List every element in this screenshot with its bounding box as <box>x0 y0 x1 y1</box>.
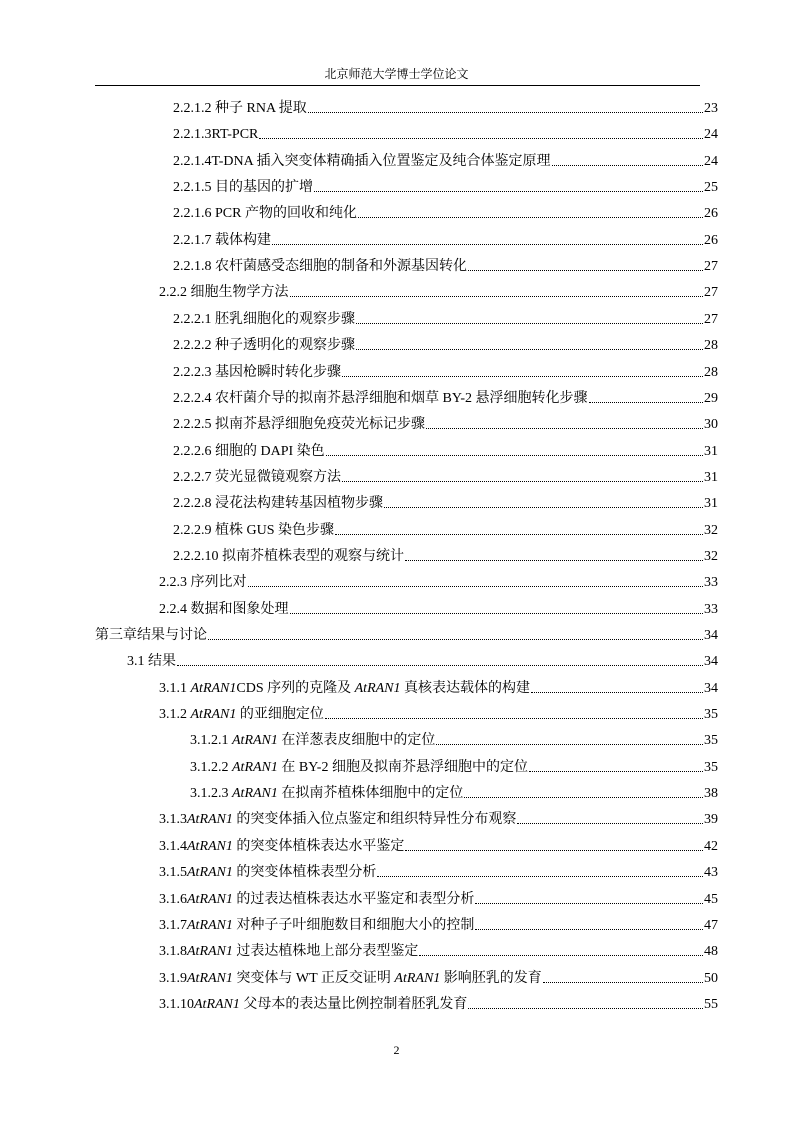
toc-text: 荧光显微镜观察方法 <box>211 469 341 485</box>
toc-entry-label <box>159 706 324 724</box>
dot-leader <box>342 376 703 377</box>
toc-entry[interactable] <box>190 783 718 803</box>
toc-text: 种子 RNA 提取 <box>211 101 307 116</box>
toc-entry[interactable] <box>159 889 718 909</box>
dot-leader <box>552 165 704 166</box>
toc-text: 3.1.9 <box>159 970 187 986</box>
toc-entry[interactable] <box>173 467 718 487</box>
toc-page-number: 24 <box>704 127 718 143</box>
toc-text: 父母本的表达量比例控制着胚乳发育 <box>239 996 468 1012</box>
toc-page-number: 35 <box>704 707 718 723</box>
toc-entry[interactable] <box>190 757 718 777</box>
toc-text: 浸花法构建转基因植物步骤 <box>211 496 383 512</box>
dot-leader <box>426 428 703 429</box>
toc-text: 3.1.2.2 <box>190 759 229 775</box>
toc-text: 3.1.4 <box>159 838 187 854</box>
gene-name: AtRAN1 <box>190 707 237 723</box>
toc-text: 2.2.1.7 <box>173 232 212 248</box>
toc-text: 2.2.1.2 <box>173 101 212 116</box>
toc-page-number: 26 <box>704 232 718 248</box>
toc-text: 2.2.3 <box>159 575 187 591</box>
dot-leader <box>308 112 703 113</box>
header-rule <box>95 85 700 86</box>
gene-name: AtRAN1 <box>187 944 233 960</box>
toc-entry-label <box>173 100 307 118</box>
toc-entry[interactable] <box>159 915 718 935</box>
toc-page-number: 43 <box>704 865 718 881</box>
toc-entry[interactable] <box>159 941 718 961</box>
toc-entry[interactable] <box>159 704 718 724</box>
toc-text: 第三章结果与讨论 <box>95 628 207 643</box>
toc-entry-label <box>173 443 325 461</box>
toc-text: 植株 GUS 染色步骤 <box>211 522 335 538</box>
toc-entry-label <box>173 495 383 513</box>
toc-page-number: 33 <box>704 601 718 617</box>
dot-leader <box>468 1008 703 1009</box>
toc-entry[interactable] <box>173 151 718 171</box>
toc-text: 2.2.2.6 <box>173 443 212 459</box>
dot-leader <box>405 560 703 561</box>
toc-text: 结果 <box>144 654 176 670</box>
toc-entry-label <box>159 891 474 909</box>
toc-page-number: 35 <box>704 759 718 775</box>
toc-entry[interactable] <box>159 572 718 592</box>
toc-page-number: 42 <box>704 838 718 854</box>
toc-text: 2.2.1.3 <box>173 127 212 143</box>
toc-entry[interactable] <box>159 282 718 302</box>
toc-entry-label <box>159 574 247 592</box>
toc-entry[interactable] <box>173 309 718 329</box>
toc-page-number: 38 <box>704 786 718 802</box>
toc-text: 突变体与 WT 正反交证明 <box>232 970 395 986</box>
toc-entry-label <box>173 548 404 566</box>
dot-leader <box>325 718 703 719</box>
toc-text: 2.2.2.1 <box>173 311 212 327</box>
toc-entry-label <box>159 864 376 882</box>
gene-name: AtRAN1 <box>187 812 233 828</box>
toc-text: 的亚细胞定位 <box>236 707 324 723</box>
dot-leader <box>377 876 703 877</box>
toc-entry[interactable] <box>173 388 718 408</box>
toc-text: CDS 序列的克隆及 <box>236 680 355 696</box>
toc-entry-label <box>190 759 528 777</box>
gene-name: AtRAN1 <box>194 996 240 1012</box>
toc-text: 2.2.1.8 <box>173 259 212 275</box>
toc-entry-label <box>159 943 418 961</box>
toc-page-number: 31 <box>704 443 718 459</box>
toc-page-number: 30 <box>704 417 718 433</box>
toc-text: 的过表达植株表达水平鉴定和表型分析 <box>232 891 475 907</box>
gene-name: AtRAN1 <box>187 970 233 986</box>
toc-page-number: 34 <box>704 628 718 643</box>
toc-text: 农杆菌介导的拟南芥悬浮细胞和烟草 BY-2 悬浮细胞转化步骤 <box>211 390 588 406</box>
toc-entry-label <box>173 337 355 355</box>
dot-leader <box>342 481 703 482</box>
toc-page-number: 31 <box>704 496 718 512</box>
toc-page-number: 24 <box>704 153 718 169</box>
toc-entry[interactable] <box>173 177 718 197</box>
toc-text: RT-PCR <box>211 127 259 143</box>
dot-leader <box>531 692 703 693</box>
toc-page-number: 28 <box>704 364 718 380</box>
dot-leader <box>517 823 703 824</box>
toc-page-number: 50 <box>704 970 718 986</box>
toc-text: 2.2.1.5 <box>173 180 212 196</box>
toc-entry-label <box>159 838 404 856</box>
dot-leader <box>475 929 703 930</box>
toc-page-number: 34 <box>704 680 718 696</box>
dot-leader <box>272 244 703 245</box>
dot-leader <box>384 507 703 508</box>
dot-leader <box>248 586 704 587</box>
gene-name: AtRAN1 <box>187 891 233 907</box>
toc-entry[interactable] <box>159 862 718 882</box>
gene-name: AtRAN1 <box>187 917 233 933</box>
toc-text: 2.2.2.8 <box>173 496 212 512</box>
dot-leader <box>543 982 703 983</box>
toc-page-number: 26 <box>704 206 718 222</box>
toc-text: 2.2.2.10 <box>173 548 219 564</box>
dot-leader <box>290 296 704 297</box>
toc-text: 3.1.6 <box>159 891 187 907</box>
gene-name: AtRAN1 <box>190 680 237 696</box>
toc-entry-label <box>190 785 463 803</box>
toc-text: 在拟南芥植株体细胞中的定位 <box>277 786 464 802</box>
dot-leader <box>259 138 703 139</box>
toc-entry[interactable] <box>173 203 718 223</box>
toc-entry-label <box>159 284 289 302</box>
toc-text: 2.2.4 <box>159 601 187 617</box>
toc-entry-label <box>173 522 334 540</box>
toc-text: 细胞的 DAPI 染色 <box>211 443 325 459</box>
toc-text: 农杆菌感受态细胞的制备和外源基因转化 <box>211 259 467 275</box>
toc-page-number: 27 <box>704 311 718 327</box>
toc-entry[interactable] <box>173 335 718 355</box>
toc-entry-label <box>159 811 516 829</box>
toc-entry-label <box>173 364 341 382</box>
toc-page-number: 48 <box>704 944 718 960</box>
gene-name: AtRAN1 <box>232 759 278 775</box>
toc-text: 序列比对 <box>187 575 247 591</box>
dot-leader <box>529 771 703 772</box>
toc-text: 在 BY-2 细胞及拟南芥悬浮细胞中的定位 <box>277 759 528 775</box>
dot-leader <box>589 402 703 403</box>
toc-text: 载体构建 <box>211 232 271 248</box>
toc-text: 基因枪瞬时转化步骤 <box>211 364 341 380</box>
toc-text: 3.1.2 <box>159 707 187 723</box>
toc-page-number: 32 <box>704 548 718 564</box>
toc-entry[interactable] <box>173 124 718 144</box>
toc-page-number: 32 <box>704 522 718 538</box>
toc-entry-label <box>190 732 435 750</box>
toc-page-number: 28 <box>704 338 718 354</box>
toc-page-number: 55 <box>704 996 718 1012</box>
toc-text: 3.1 <box>127 654 145 670</box>
running-header: 北京师范大学博士学位论文 <box>324 67 469 81</box>
toc-entry[interactable] <box>173 493 718 513</box>
dot-leader <box>177 665 703 666</box>
toc-text: 3.1.5 <box>159 865 187 881</box>
toc-entry[interactable] <box>159 678 718 698</box>
toc-entry[interactable] <box>173 441 718 461</box>
toc-text: 真核表达载体的构建 <box>400 680 531 696</box>
toc-page-number: 27 <box>704 285 718 301</box>
toc-entry-label <box>173 416 425 434</box>
toc-entry[interactable] <box>173 414 718 434</box>
toc-page-number: 25 <box>704 180 718 196</box>
toc-page-number: 45 <box>704 891 718 907</box>
toc-entry-label <box>173 390 588 408</box>
toc-entry[interactable] <box>173 546 718 566</box>
toc-text: 在洋葱表皮细胞中的定位 <box>277 733 436 749</box>
toc-page-number: 31 <box>704 469 718 485</box>
toc-text: 2.2.2.3 <box>173 364 212 380</box>
toc-text: 3.1.2.3 <box>190 786 229 802</box>
toc-entry-label <box>127 653 176 671</box>
toc-text: 2.2.2.4 <box>173 390 212 406</box>
toc-page-number: 23 <box>704 101 718 116</box>
toc-entry[interactable] <box>159 809 718 829</box>
toc-text: 胚乳细胞化的观察步骤 <box>211 311 355 327</box>
dot-leader <box>326 455 703 456</box>
toc-page-number: 47 <box>704 917 718 933</box>
toc-entry[interactable] <box>173 256 718 276</box>
toc-entry-label <box>173 126 258 144</box>
gene-name: AtRAN1 <box>232 786 278 802</box>
toc-page-number: 33 <box>704 575 718 591</box>
toc-text: 3.1.3 <box>159 812 187 828</box>
toc-entry[interactable] <box>159 968 718 988</box>
toc-entry-label <box>159 601 289 619</box>
dot-leader <box>436 744 703 745</box>
toc-text: 的突变体植株表型分析 <box>232 865 377 881</box>
toc-entry[interactable] <box>173 520 718 540</box>
toc-entry-label <box>173 205 357 223</box>
gene-name: AtRAN1 <box>187 838 233 854</box>
toc-entry[interactable] <box>190 730 718 750</box>
toc-text: 2.2.1.6 <box>173 206 212 222</box>
toc-text: 对种子子叶细胞数目和细胞大小的控制 <box>232 917 475 933</box>
dot-leader <box>356 349 703 350</box>
dot-leader <box>335 534 703 535</box>
toc-text: 2.2.2.7 <box>173 469 212 485</box>
toc-entry[interactable] <box>95 625 718 645</box>
toc-text: T-DNA 插入突变体精确插入位置鉴定及纯合体鉴定原理 <box>211 153 551 169</box>
toc-entry[interactable] <box>173 230 718 250</box>
toc-entry-label <box>159 996 467 1014</box>
gene-name: AtRAN1 <box>187 865 233 881</box>
dot-leader <box>405 850 703 851</box>
toc-entry[interactable] <box>159 994 718 1014</box>
toc-page-number: 39 <box>704 812 718 828</box>
toc-entry-label <box>173 258 467 276</box>
toc-text: 目的基因的扩增 <box>211 180 313 196</box>
toc-entry-label <box>159 970 542 988</box>
toc-text: 过表达植株地上部分表型鉴定 <box>232 944 419 960</box>
toc-text: 的突变体植株表达水平鉴定 <box>232 838 405 854</box>
toc-text: 拟南芥悬浮细胞免疫荧光标记步骤 <box>211 417 425 433</box>
gene-name: AtRAN1 <box>394 970 441 986</box>
dot-leader <box>419 955 703 956</box>
toc-text: 3.1.1 <box>159 680 187 696</box>
toc-text: 2.2.2 <box>159 285 187 301</box>
toc-text: 的突变体插入位点鉴定和组织特异性分布观察 <box>232 812 517 828</box>
toc-entry-label <box>159 917 474 935</box>
toc-entry[interactable] <box>159 599 718 619</box>
toc-text: 拟南芥植株表型的观察与统计 <box>218 548 404 564</box>
dot-leader <box>356 323 703 324</box>
toc-text: 种子透明化的观察步骤 <box>211 338 355 354</box>
toc-entry-label <box>173 232 271 250</box>
gene-name: AtRAN1 <box>354 680 401 696</box>
gene-name: AtRAN1 <box>232 733 278 749</box>
toc-entry-label <box>95 627 207 645</box>
toc-text: 3.1.2.1 <box>190 733 229 749</box>
toc-text: 2.2.2.9 <box>173 522 212 538</box>
toc-text: 3.1.10 <box>159 996 194 1012</box>
toc-entry-label <box>173 153 551 171</box>
toc-entry-label <box>173 469 341 487</box>
dot-leader <box>208 639 703 640</box>
toc-entry[interactable] <box>159 836 718 856</box>
toc-text: PCR 产物的回收和纯化 <box>211 206 357 222</box>
toc-text: 影响胚乳的发育 <box>440 970 542 986</box>
toc-entry[interactable] <box>173 98 718 118</box>
dot-leader <box>358 217 703 218</box>
toc-page-number: 29 <box>704 390 718 406</box>
toc-entry-label <box>173 179 313 197</box>
toc-entry-label <box>159 680 530 698</box>
dot-leader <box>290 613 704 614</box>
toc-entry-label <box>173 311 355 329</box>
page-number: 2 <box>393 1043 400 1057</box>
toc-entry[interactable] <box>173 362 718 382</box>
dot-leader <box>464 797 703 798</box>
toc-text: 2.2.1.4 <box>173 153 212 169</box>
toc-text: 细胞生物学方法 <box>187 285 289 301</box>
toc-page-number: 34 <box>704 654 718 670</box>
toc-page-number: 35 <box>704 733 718 749</box>
toc-text: 3.1.7 <box>159 917 187 933</box>
toc-page-number: 27 <box>704 259 718 275</box>
dot-leader <box>475 903 703 904</box>
toc-text: 数据和图象处理 <box>187 601 289 617</box>
toc-text: 2.2.2.2 <box>173 338 212 354</box>
toc-entry[interactable] <box>127 651 718 671</box>
dot-leader <box>314 191 703 192</box>
dot-leader <box>468 270 703 271</box>
toc-text: 3.1.8 <box>159 944 187 960</box>
toc-text: 2.2.2.5 <box>173 417 212 433</box>
